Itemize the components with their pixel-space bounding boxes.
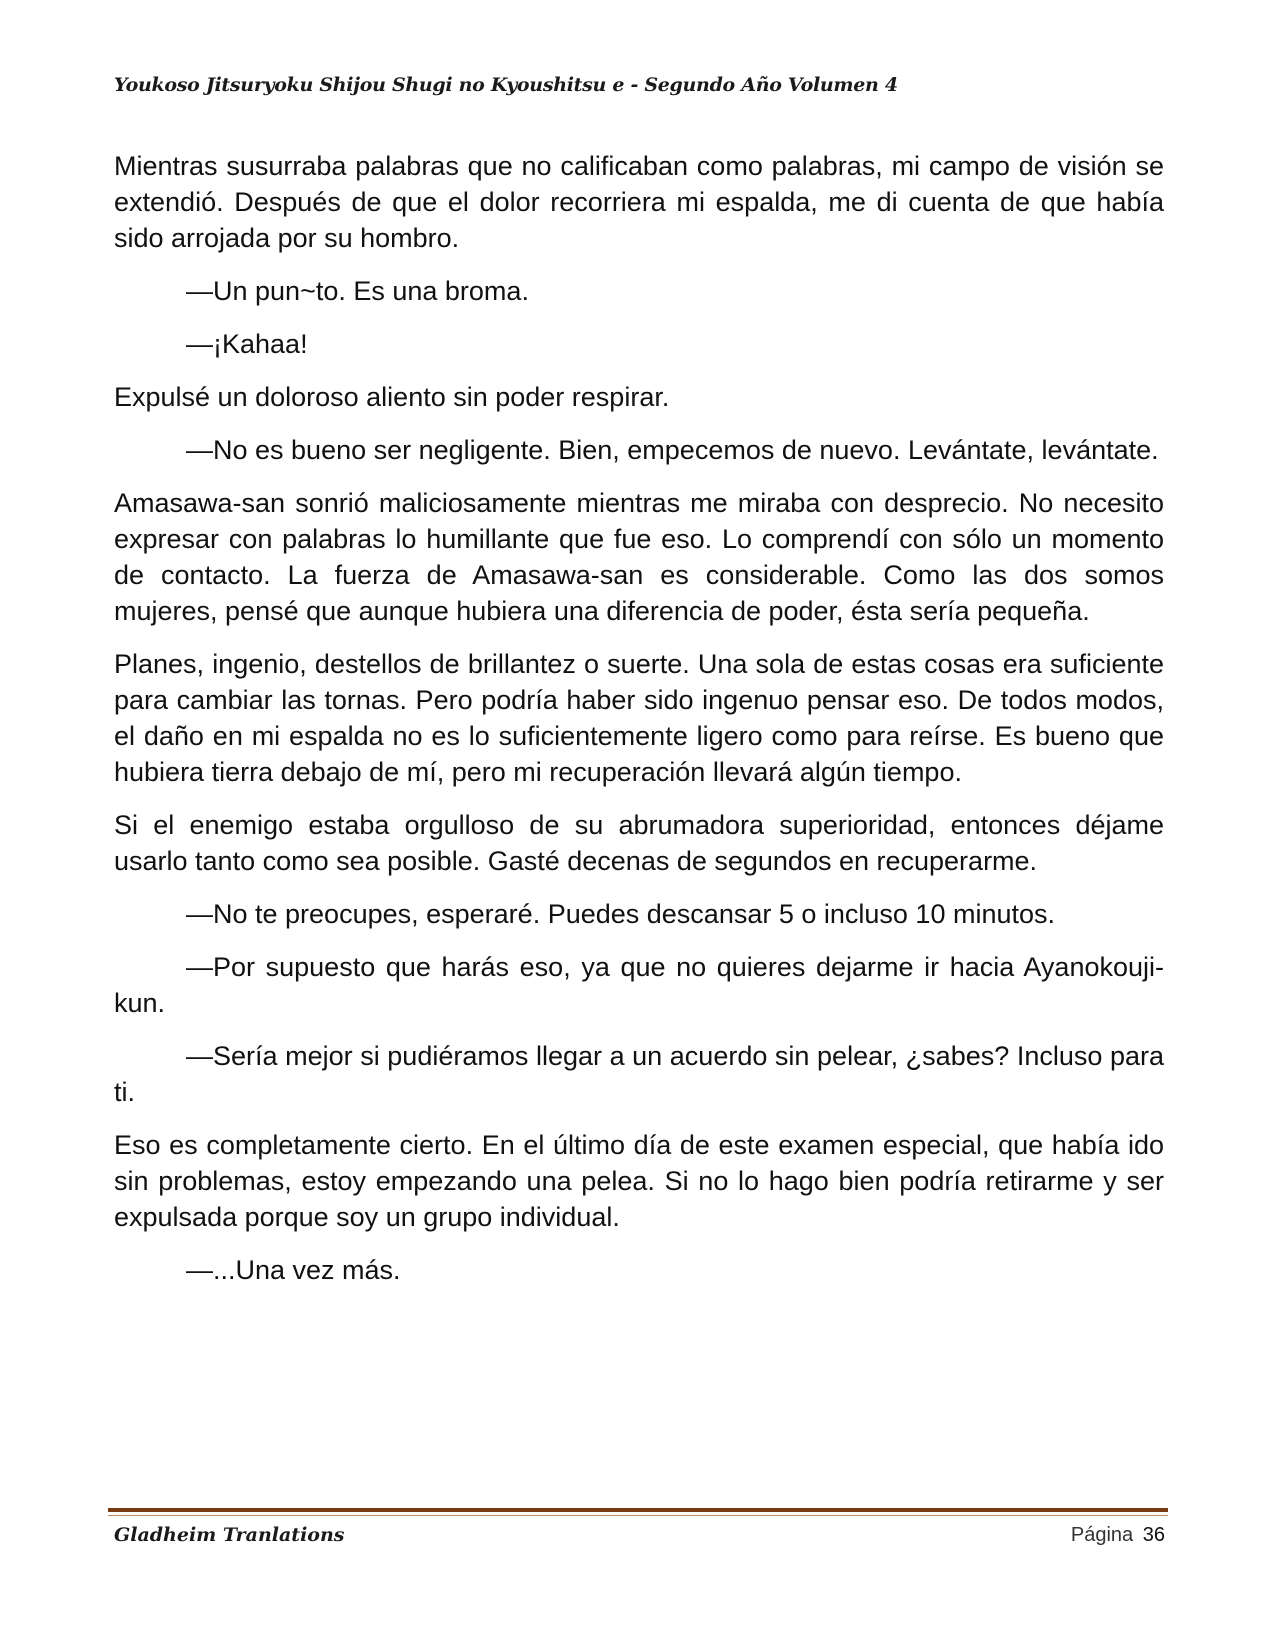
dialogue-line: —¡Kahaa! <box>186 329 308 359</box>
paragraph: Eso es completamente cierto. En el último día de este examen especial, que había ido sin problemas, estoy empezando una pelea. Si no lo hago bien podría retirarme y ser expulsada porque soy un grupo individual. <box>114 1130 1164 1232</box>
dialogue-line: —Por supuesto que harás eso, ya que no quieres dejarme ir hacia Ayanokouji-kun. <box>114 952 1164 1018</box>
body-text <box>114 148 1164 1305</box>
paragraph: Expulsé un doloroso aliento sin poder respirar. <box>114 382 670 412</box>
footer-divider-thin <box>108 1515 1168 1516</box>
paragraph: Planes, ingenio, destellos de brillantez o suerte. Una sola de estas cosas era suficiente para cambiar las tornas. Pero podría haber sido ingenuo pensar eso. De todos modos, el daño en mi espalda no es lo suficientemente ligero como para reírse. Es bueno que hubiera tierra debajo de mí, pero mi recuperación llevará algún tiempo. <box>114 649 1164 787</box>
page-number: 36 <box>1142 1524 1165 1546</box>
translator-credit: Gladheim Tranlations <box>114 1524 345 1546</box>
paragraph: Si el enemigo estaba orgulloso de su abrumadora superioridad, entonces déjame usarlo tanto como sea posible. Gasté decenas de segundos en recuperarme. <box>114 810 1164 876</box>
page-number-block <box>1071 1524 1165 1547</box>
dialogue-line: —No es bueno ser negligente. Bien, empecemos de nuevo. Levántate, levántate. <box>186 435 1159 465</box>
footer-divider <box>108 1508 1168 1512</box>
dialogue-line: —Un pun~to. Es una broma. <box>186 276 529 306</box>
dialogue-line: —...Una vez más. <box>186 1255 401 1285</box>
page-label: Página <box>1070 1524 1134 1546</box>
paragraph: Amasawa-san sonrió maliciosamente mientras me miraba con desprecio. No necesito expresar con palabras lo humillante que fue eso. Lo comprendí con sólo un momento de contacto. La fuerza de Amasawa-san es considerable. Como las dos somos mujeres, pensé que aunque hubiera una diferencia de poder, ésta sería pequeña. <box>114 488 1164 626</box>
dialogue-line: —Sería mejor si pudiéramos llegar a un acuerdo sin pelear, ¿sabes? Incluso para ti. <box>114 1041 1164 1107</box>
paragraph: Mientras susurraba palabras que no calificaban como palabras, mi campo de visión se extendió. Después de que el dolor recorriera mi espalda, me di cuenta de que había sido arrojada por su hombro. <box>114 151 1164 253</box>
dialogue-line: —No te preocupes, esperaré. Puedes descansar 5 o incluso 10 minutos. <box>186 899 1055 929</box>
running-header: Youkoso Jitsuryoku Shijou Shugi no Kyoushitsu e - Segundo Año Volumen 4 <box>114 74 898 96</box>
